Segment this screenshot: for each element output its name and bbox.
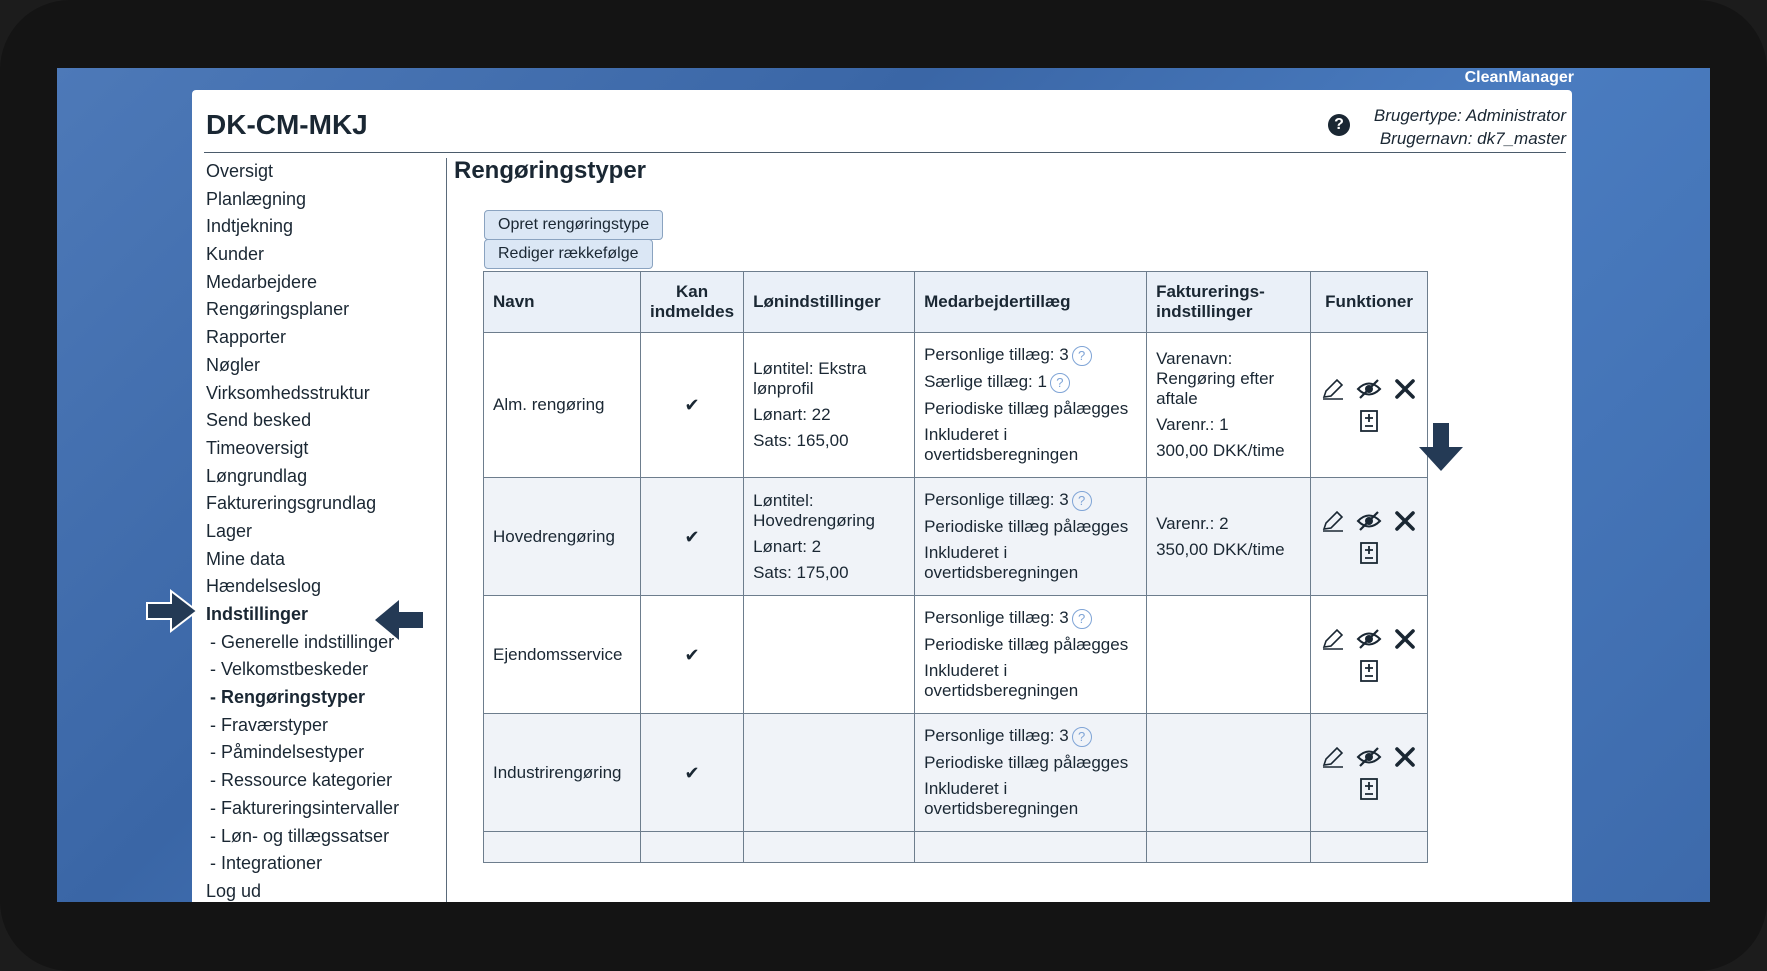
user-info bbox=[1374, 104, 1566, 150]
cell-lon bbox=[744, 714, 915, 832]
table-row bbox=[484, 478, 1428, 596]
cell-line: Inkluderet i overtidsberegningen bbox=[924, 424, 1079, 464]
cell-lon bbox=[744, 478, 915, 596]
help-circle-icon[interactable]: ? bbox=[1050, 373, 1070, 393]
sidebar-item[interactable]: Mine data bbox=[206, 548, 286, 569]
cell-functions bbox=[1311, 478, 1428, 596]
sidebar-item[interactable]: Rengøringsplaner bbox=[206, 299, 350, 320]
cell-line: Periodiske tillæg pålægges bbox=[924, 752, 1129, 772]
help-circle-icon[interactable]: ? bbox=[1072, 727, 1092, 747]
sidebar-item[interactable]: Log ud bbox=[206, 880, 262, 901]
sidebar-item[interactable]: Planlægning bbox=[206, 188, 307, 209]
table-row bbox=[484, 333, 1428, 478]
col-header-navn: Navn bbox=[484, 272, 641, 333]
sidebar-divider bbox=[446, 158, 447, 902]
col-header-lonindstillinger: Lønindstillinger bbox=[744, 272, 915, 333]
cell-med bbox=[915, 596, 1147, 714]
cell-functions bbox=[1311, 714, 1428, 832]
delete-x-icon[interactable] bbox=[1392, 376, 1418, 402]
edit-pencil-icon[interactable] bbox=[1320, 376, 1346, 402]
arrow-right-icon bbox=[145, 587, 201, 635]
cell-med bbox=[915, 478, 1147, 596]
sidebar-item[interactable]: Nøgler bbox=[206, 354, 261, 375]
arrow-left-icon bbox=[373, 597, 425, 643]
sidebar-item[interactable]: Indtjekning bbox=[206, 216, 294, 237]
sidebar-item[interactable]: Oversigt bbox=[206, 161, 274, 181]
header-divider bbox=[204, 152, 1566, 153]
sidebar-item[interactable]: Hændelseslog bbox=[206, 576, 322, 597]
hide-eye-icon[interactable] bbox=[1356, 508, 1382, 534]
cell-line: Sats: 175,00 bbox=[753, 562, 849, 582]
cell-line: Periodiske tillæg pålægges bbox=[924, 398, 1129, 418]
table-row bbox=[484, 596, 1428, 714]
site-title: DK-CM-MKJ bbox=[206, 109, 368, 140]
cell-med bbox=[915, 333, 1147, 478]
sidebar-item[interactable]: Indstillinger bbox=[206, 604, 309, 624]
sidebar-item[interactable]: - Integrationer bbox=[210, 853, 323, 874]
cell-name: Ejendomsservice bbox=[484, 596, 641, 714]
sidebar-item[interactable]: - Løn- og tillægssatser bbox=[210, 825, 390, 846]
hide-eye-icon[interactable] bbox=[1356, 376, 1382, 402]
col-header-faktureringsindstillinger: Fakturerings- indstillinger bbox=[1147, 272, 1311, 333]
cleaning-types-table bbox=[483, 271, 1428, 863]
sidebar-item[interactable]: Rapporter bbox=[206, 327, 287, 348]
cell-name: Industrirengøring bbox=[484, 714, 641, 832]
arrow-down-icon bbox=[1417, 421, 1467, 473]
cell-lon bbox=[744, 596, 915, 714]
check-icon: ✔ bbox=[641, 714, 744, 832]
sidebar-item[interactable]: - Generelle indstillinger bbox=[210, 631, 395, 652]
brand-label: CleanManager bbox=[1464, 69, 1574, 86]
sidebar-item[interactable]: Faktureringsgrundlag bbox=[206, 493, 377, 514]
table-header-row bbox=[484, 272, 1428, 333]
desktop-background bbox=[57, 68, 1710, 902]
cell-fak bbox=[1147, 596, 1311, 714]
cell-lon bbox=[744, 333, 915, 478]
cell-name: Alm. rengøring bbox=[484, 333, 641, 478]
cell-line: Inkluderet i overtidsberegningen bbox=[924, 660, 1079, 700]
plus-minus-doc-icon[interactable] bbox=[1356, 540, 1382, 566]
app-window bbox=[192, 90, 1572, 902]
cell-line: Varenavn: Rengøring efter aftale bbox=[1156, 349, 1275, 408]
sidebar-item[interactable]: Medarbejdere bbox=[206, 271, 318, 292]
user-name: Brugernavn: dk7_master bbox=[1379, 129, 1566, 148]
cell-line: Personlige tillæg: 3 ? bbox=[924, 345, 1137, 366]
delete-x-icon[interactable] bbox=[1392, 626, 1418, 652]
sidebar-item[interactable]: Send besked bbox=[206, 410, 312, 431]
hide-eye-icon[interactable] bbox=[1356, 626, 1382, 652]
cell-functions bbox=[1311, 596, 1428, 714]
check-icon: ✔ bbox=[641, 333, 744, 478]
plus-minus-doc-icon[interactable] bbox=[1356, 658, 1382, 684]
col-header-medarbejdertillaeg: Medarbejdertillæg bbox=[915, 272, 1147, 333]
cell-line: Periodiske tillæg pålægges bbox=[924, 516, 1129, 536]
cell-functions bbox=[1311, 333, 1428, 478]
delete-x-icon[interactable] bbox=[1392, 744, 1418, 770]
sidebar-item[interactable]: Lager bbox=[206, 520, 253, 541]
cell-line: Varenr.: 2 bbox=[1156, 513, 1229, 533]
cell-fak bbox=[1147, 478, 1311, 596]
delete-x-icon[interactable] bbox=[1392, 508, 1418, 534]
cell-line: Særlige tillæg: 1 ? bbox=[924, 372, 1137, 393]
sidebar-item[interactable]: - Fraværstyper bbox=[210, 714, 329, 735]
cell-line: Personlige tillæg: 3 ? bbox=[924, 726, 1137, 747]
sidebar-item[interactable]: Timeoversigt bbox=[206, 437, 309, 458]
help-circle-icon[interactable]: ? bbox=[1072, 491, 1092, 511]
create-cleaning-type-button[interactable]: Opret rengøringstype bbox=[484, 210, 663, 240]
user-type: Brugertype: Administrator bbox=[1373, 106, 1566, 125]
table-row bbox=[484, 714, 1428, 832]
plus-minus-doc-icon[interactable] bbox=[1356, 776, 1382, 802]
cell-line: Inkluderet i overtidsberegningen bbox=[924, 778, 1079, 818]
edit-pencil-icon[interactable] bbox=[1320, 744, 1346, 770]
edit-pencil-icon[interactable] bbox=[1320, 626, 1346, 652]
cell-med bbox=[915, 714, 1147, 832]
sidebar-item[interactable]: Løngrundlag bbox=[206, 465, 308, 486]
sidebar-item[interactable]: - Ressource kategorier bbox=[210, 770, 393, 791]
cell-line: Periodiske tillæg pålægges bbox=[924, 634, 1129, 654]
cell-line: 300,00 DKK/time bbox=[1156, 441, 1285, 460]
col-header-kan-indmeldes: Kan indmeldes bbox=[641, 272, 744, 333]
col-header-funktioner: Funktioner bbox=[1311, 272, 1428, 333]
check-icon: ✔ bbox=[641, 596, 744, 714]
cell-line: Varenr.: 1 bbox=[1156, 415, 1229, 434]
check-icon: ✔ bbox=[641, 478, 744, 596]
cell-line: Personlige tillæg: 3 ? bbox=[924, 490, 1137, 511]
cell-line: Personlige tillæg: 3 ? bbox=[924, 608, 1137, 629]
cell-line: Lønart: 2 bbox=[753, 536, 822, 556]
table-row bbox=[484, 832, 1428, 863]
hide-eye-icon[interactable] bbox=[1356, 744, 1382, 770]
sidebar-item[interactable]: - Velkomstbeskeder bbox=[210, 659, 369, 680]
sidebar-item[interactable]: Virksomhedsstruktur bbox=[206, 382, 370, 403]
edit-order-button[interactable]: Rediger rækkefølge bbox=[484, 239, 653, 269]
help-circle-icon[interactable]: ? bbox=[1072, 609, 1092, 629]
page-title: Rengøringstyper bbox=[454, 157, 647, 184]
cell-line: Sats: 165,00 bbox=[753, 431, 849, 450]
cell-fak bbox=[1147, 714, 1311, 832]
cell-name: Hovedrengøring bbox=[484, 478, 641, 596]
cell-fak bbox=[1147, 333, 1311, 478]
sidebar-item[interactable]: - Rengøringstyper bbox=[210, 687, 366, 708]
help-circle-icon[interactable]: ? bbox=[1072, 346, 1092, 366]
cell-line: Lønart: 22 bbox=[753, 405, 831, 424]
plus-minus-doc-icon[interactable] bbox=[1356, 408, 1382, 434]
cell-line: 350,00 DKK/time bbox=[1156, 539, 1285, 559]
sidebar-item[interactable]: - Påmindelsestyper bbox=[210, 742, 365, 763]
cell-line: Løntitel: Hovedrengøring bbox=[753, 490, 875, 530]
cell-line: Inkluderet i overtidsberegningen bbox=[924, 542, 1079, 582]
sidebar-item[interactable]: Kunder bbox=[206, 244, 265, 265]
help-icon[interactable]: ? bbox=[1328, 114, 1350, 136]
edit-pencil-icon[interactable] bbox=[1320, 508, 1346, 534]
sidebar-nav bbox=[206, 158, 442, 902]
sidebar-item[interactable]: - Faktureringsintervaller bbox=[210, 797, 400, 818]
cell-line: Løntitel: Ekstra lønprofil bbox=[753, 359, 867, 398]
